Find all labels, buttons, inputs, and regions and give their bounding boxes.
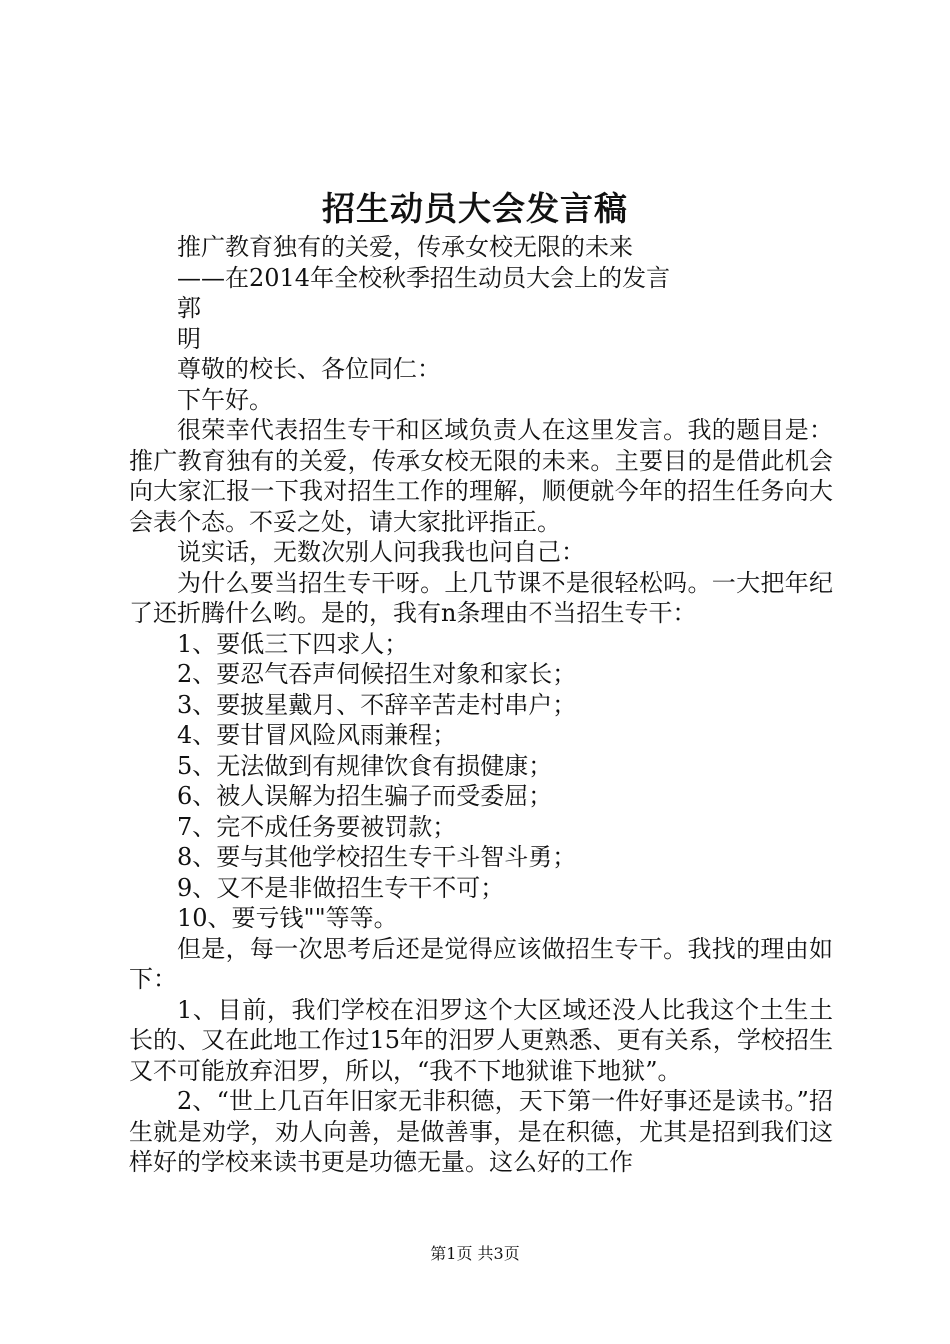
paragraph-intro: 很荣幸代表招生专干和区域负责人在这里发言。我的题目是：推广教育独有的关爱，传承女校无限的未来。主要目的是借此机会向大家汇报一下我对招生工作的理解，顺便就今年的招生任务向大会表个态。不妥之处，请大家批评指正。 bbox=[129, 416, 833, 536]
paragraph-but: 但是，每一次思考后还是觉得应该做招生专干。我找的理由如下： bbox=[129, 934, 833, 993]
document-title: 招生动员大会发言稿 bbox=[322, 189, 628, 228]
list-item: 5、无法做到有规律饮食有损健康； bbox=[177, 751, 553, 780]
list-item: 10、要亏钱""等等。 bbox=[177, 904, 398, 932]
list-item: 9、又不是非做招生专干不可； bbox=[177, 873, 505, 902]
paragraph-reason-1: 1、目前，我们学校在汨罗这个大区域还没人比我这个土生土长的、又在此地工作过15年的汨罗人更熟悉、更有关系，学校招生又不可能放弃汨罗，所以，“我不下地狱谁下地狱”。 bbox=[129, 995, 833, 1085]
list-item: 2、要忍气吞声伺候招生对象和家长； bbox=[177, 660, 577, 688]
list-item: 4、要甘冒风险风雨兼程； bbox=[177, 721, 457, 749]
paragraph-reason-2: 2、“世上几百年旧家无非积德，天下第一件好事还是读书。”招生就是劝学，劝人向善，是做善事，是在积德，尤其是招到我们这样好的学校来读书更是功德无量。这么好的工作 bbox=[129, 1087, 833, 1176]
list-item: 1、要低三下四求人； bbox=[177, 629, 409, 658]
subtitle-line: 推广教育独有的关爱，传承女校无限的未来 bbox=[177, 233, 633, 261]
subtitle-occasion: ——在2014年全校秋季招生动员大会上的发言 bbox=[177, 263, 671, 292]
page-number: 第1页 bbox=[430, 1244, 473, 1263]
greeting: 下午好。 bbox=[177, 385, 273, 414]
page-total: 共3页 bbox=[477, 1244, 520, 1263]
paragraph-question: 说实话，无数次别人问我我也问自己： bbox=[177, 538, 585, 566]
author-given-name: 明 bbox=[177, 324, 201, 353]
list-item: 6、被人误解为招生骗子而受委屈； bbox=[177, 782, 553, 810]
paragraph-reasons-against: 为什么要当招生专干呀。上几节课不是很轻松吗。一大把年纪了还折腾什么哟。是的，我有n条理由不当招生专干： bbox=[129, 568, 833, 627]
salutation: 尊敬的校长、各位同仁： bbox=[177, 355, 441, 383]
page-footer bbox=[0, 1243, 950, 1265]
document-body bbox=[129, 232, 833, 1178]
list-item: 3、要披星戴月、不辞辛苦走村串户； bbox=[177, 690, 577, 719]
list-item: 8、要与其他学校招生专干斗智斗勇； bbox=[177, 843, 577, 871]
list-item: 7、完不成任务要被罚款； bbox=[177, 812, 457, 841]
author-surname: 郭 bbox=[177, 294, 201, 322]
